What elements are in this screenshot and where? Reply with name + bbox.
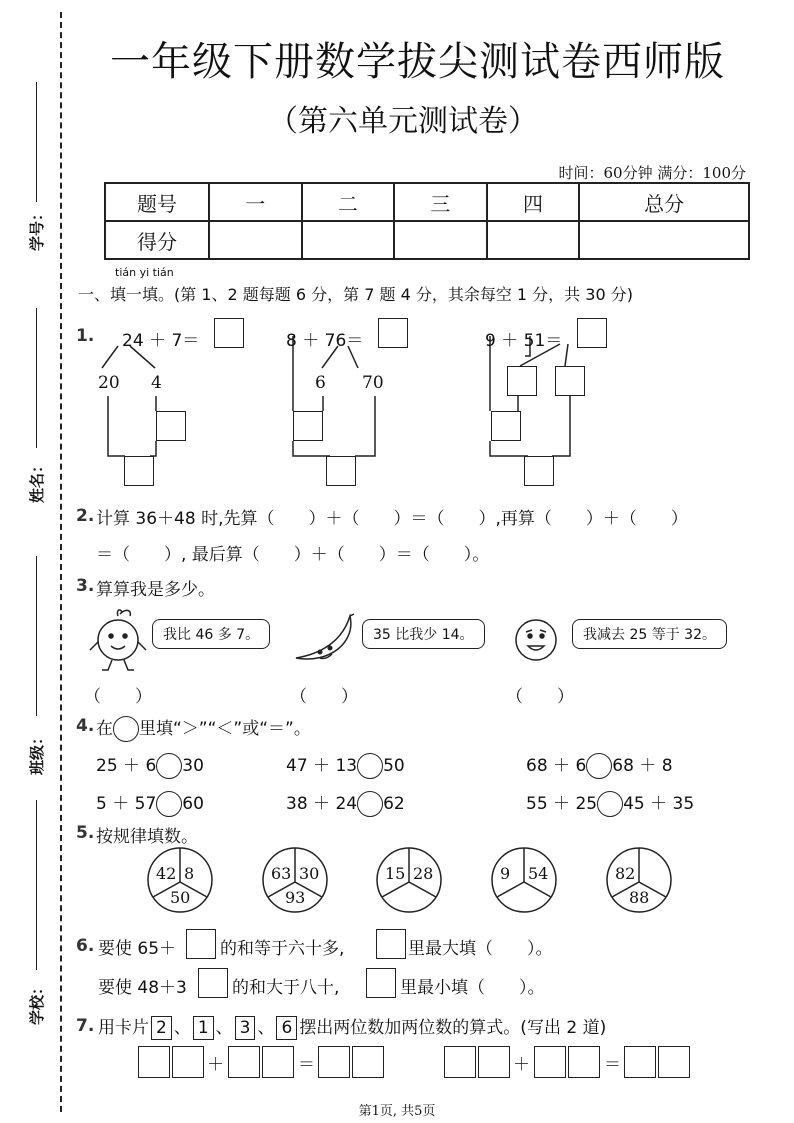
q1-p2-expr: 8 ＋ 76＝ [286, 331, 364, 351]
q1-p1-bottom-box[interactable] [124, 456, 154, 486]
q4-item-left: 47 ＋ 13 [286, 756, 358, 776]
q4-item [526, 789, 694, 817]
q1-p2-connector-bottom [293, 441, 330, 456]
q7-digit-box[interactable] [138, 1046, 170, 1078]
q1-p1-answer-box[interactable] [214, 318, 244, 348]
q1-p3-connector-bottom [490, 441, 528, 456]
section-title: 一、填一填。(第 1、2 题每题 6 分，第 7 题 4 分，其余每空 1 分，共 30 分) [78, 285, 633, 304]
q6-line1-a: 要使 65＋ [98, 939, 177, 959]
q4-item-left: 5 ＋ 57 [96, 794, 157, 814]
q6-box-3[interactable] [198, 968, 228, 998]
page-subtitle: （第六单元测试卷） [268, 104, 538, 139]
q3-bubble-3: 我减去 25 等于 32。 [572, 619, 727, 649]
q5-circle-value-right: 30 [299, 864, 320, 883]
q5-circle-value-left: 9 [500, 864, 511, 883]
q7-separator: 、 [173, 1018, 191, 1038]
q1-p3-mid-box[interactable] [491, 411, 521, 441]
section-pinyin: tián yi tián [115, 266, 174, 279]
xuexiao-line [36, 800, 37, 970]
q1-p1-mid-box[interactable] [156, 411, 186, 441]
q4-item-left: 38 ＋ 24 [286, 794, 358, 814]
q5-circle-value-bottom: 50 [170, 888, 191, 907]
q1-p2-bottom-box[interactable] [326, 456, 356, 486]
banana-character-icon [290, 612, 362, 670]
q1-p3-expr: 9 ＋ 51＝ [485, 331, 563, 351]
q6-line1-b: 的和等于六十多, [220, 939, 345, 959]
score-header-cell: 二 [302, 183, 395, 221]
q3-answer-1[interactable]: （ ） [84, 687, 152, 707]
score-input-cell[interactable] [579, 221, 749, 259]
score-header-cell: 一 [209, 183, 302, 221]
banji-line [36, 556, 37, 716]
score-input-cell[interactable] [209, 221, 302, 259]
q5-circle-value-right: 8 [184, 864, 195, 883]
q4-item-right: 68 ＋ 8 [612, 756, 673, 776]
q7-digit-box[interactable] [262, 1046, 294, 1078]
q4-item-right: 45 ＋ 35 [623, 794, 695, 814]
q6-line2-c: 里最小填（ ）。 [400, 978, 545, 998]
q5-circle-value-left: 42 [156, 864, 177, 883]
q1-p2-connector-right [355, 396, 375, 456]
score-header-cell: 总分 [579, 183, 749, 221]
q7-digit-box[interactable] [444, 1046, 476, 1078]
q4-item-left: 55 ＋ 25 [526, 794, 598, 814]
q1-p3-split-box-b[interactable] [555, 366, 585, 396]
q1-p1-connector-box [150, 441, 156, 456]
xingming-line [36, 308, 37, 448]
q1-p1-expr: 24 ＋ 7＝ [122, 331, 200, 351]
q5-circle-value-right: 54 [528, 864, 549, 883]
q4-compare-circle[interactable] [357, 791, 383, 817]
q1-p3-connector-right [552, 394, 570, 456]
q4-example-circle [113, 716, 139, 742]
q1-p2-split-a: 6 [315, 373, 326, 393]
q7-text-pre: 用卡片 [98, 1018, 149, 1038]
q1-p3-split-box-a[interactable] [507, 366, 537, 396]
q5-circle-value-left: 63 [271, 864, 292, 883]
xuexiao-label: 学校： [28, 979, 47, 1026]
q4-item-right: 50 [383, 756, 405, 776]
q5-circle-value-right: 28 [413, 864, 434, 883]
score-header-cell: 四 [487, 183, 580, 221]
page-title: 一年级下册数学拔尖测试卷西师版 [110, 39, 725, 85]
q4-instruction [96, 714, 311, 742]
q7-text-post: 摆出两位数加两位数的算式。(写出 2 道) [299, 1018, 607, 1038]
score-input-cell[interactable] [302, 221, 395, 259]
q1-p3-answer-box[interactable] [577, 318, 607, 348]
q4-text-post: 里填“＞”“＜”或“＝”。 [139, 719, 311, 739]
q1-p1-connector-left [108, 396, 125, 456]
q6-line1-c: 里最大填（ ）。 [408, 939, 553, 959]
q7-digit-box[interactable] [352, 1046, 384, 1078]
banji-label: 班级： [28, 729, 47, 776]
number-card: 3 [235, 1016, 256, 1040]
q7-digit-box[interactable] [658, 1046, 690, 1078]
q1-p1-split-a: 20 [98, 373, 120, 393]
q5-circle-value-bottom: 93 [285, 888, 306, 907]
xuehao-line [36, 82, 37, 202]
q4-compare-circle[interactable] [156, 753, 182, 779]
binding-dashed-line [60, 12, 62, 1112]
q3-bubble-1: 我比 46 多 7。 [152, 619, 270, 649]
score-input-cell[interactable] [394, 221, 487, 259]
q4-item-left: 68 ＋ 6 [526, 756, 587, 776]
orange-character-icon [512, 616, 560, 664]
score-row-label: 得分 [105, 221, 209, 259]
q1-p2-mid-box[interactable] [293, 411, 323, 441]
q5-number: 5. [76, 823, 95, 843]
number-card: 2 [151, 1016, 172, 1040]
q1-p3-bottom-box[interactable] [524, 456, 554, 486]
q1-number: 1. [76, 326, 95, 346]
q7-separator: 、 [215, 1018, 233, 1038]
q7-digit-box[interactable] [624, 1046, 656, 1078]
q7-instruction [98, 1013, 606, 1040]
q7-number: 7. [76, 1016, 95, 1036]
q4-item [526, 751, 673, 779]
q3-bubble-2: 35 比我少 14。 [362, 619, 485, 649]
q6-line2-a: 要使 48＋3 [98, 978, 187, 998]
q7-digit-box[interactable] [228, 1046, 260, 1078]
score-table [104, 182, 750, 260]
page-footer: 第1页, 共5页 [358, 1104, 436, 1119]
q5-circle-value-bottom: 88 [629, 888, 650, 907]
q5-circle-value-left: 82 [615, 864, 636, 883]
q6-line2-b: 的和大于八十, [232, 978, 340, 998]
score-input-cell[interactable] [487, 221, 580, 259]
q4-text-pre: 在 [96, 719, 113, 739]
q3-text: 算算我是多少。 [96, 580, 215, 600]
q3-answer-3[interactable]: （ ） [506, 687, 574, 707]
q3-number: 3. [76, 576, 95, 596]
q6-number: 6. [76, 936, 95, 956]
q6-box-1[interactable] [186, 929, 216, 959]
q4-compare-circle[interactable] [156, 791, 182, 817]
q7-digit-box[interactable] [568, 1046, 600, 1078]
q7-digit-box[interactable] [478, 1046, 510, 1078]
q2-line1: 计算 36＋48 时,先算（ ）＋（ ）＝（ ）,再算（ ）＋（ ） [96, 509, 688, 529]
xuehao-label: 学号： [28, 205, 47, 252]
q2-number: 2. [76, 506, 95, 526]
xingming-label: 姓名： [28, 457, 47, 504]
q1-p1-branch-left [102, 346, 118, 368]
q4-item [96, 751, 204, 779]
q1-p2-answer-box[interactable] [378, 318, 408, 348]
q1-p2-split-b: 70 [362, 373, 384, 393]
q5-circle-value-left: 15 [385, 864, 406, 883]
q4-number: 4. [76, 716, 95, 736]
q4-item-right: 60 [182, 794, 204, 814]
q4-item [286, 751, 405, 779]
q6-box-2 [376, 929, 406, 959]
score-header-cell: 题号 [105, 183, 209, 221]
q4-item [96, 789, 204, 817]
q4-item-left: 25 ＋ 6 [96, 756, 157, 776]
q7-separator: 、 [257, 1018, 275, 1038]
q7-digit-box[interactable] [172, 1046, 204, 1078]
q7-digit-box[interactable] [318, 1046, 350, 1078]
q4-item-right: 30 [182, 756, 204, 776]
q1-p3-branch-right [565, 344, 568, 366]
q7-equals: ＝ [604, 1055, 621, 1075]
q5-text: 按规律填数。 [96, 827, 198, 847]
score-header-cell: 三 [394, 183, 487, 221]
number-card: 6 [276, 1016, 297, 1040]
q2-line2: ＝（ ）, 最后算（ ）＋（ ）＝（ ）。 [96, 545, 490, 565]
q4-item [286, 789, 405, 817]
q6-box-4 [366, 968, 396, 998]
time-info: 时间：60分钟 满分：100分 [558, 164, 746, 182]
q4-compare-circle[interactable] [357, 753, 383, 779]
q7-equals: ＝ [298, 1055, 315, 1075]
q4-compare-circle[interactable] [597, 791, 623, 817]
q7-plus: ＋ [513, 1055, 530, 1075]
q7-digit-box[interactable] [534, 1046, 566, 1078]
q4-compare-circle[interactable] [586, 753, 612, 779]
number-card: 1 [193, 1016, 214, 1040]
q3-answer-2[interactable]: （ ） [290, 687, 358, 707]
apple-character-icon [86, 606, 150, 674]
q1-p1-split-b: 4 [151, 373, 162, 393]
q4-item-right: 62 [383, 794, 405, 814]
q7-plus: ＋ [207, 1055, 224, 1075]
